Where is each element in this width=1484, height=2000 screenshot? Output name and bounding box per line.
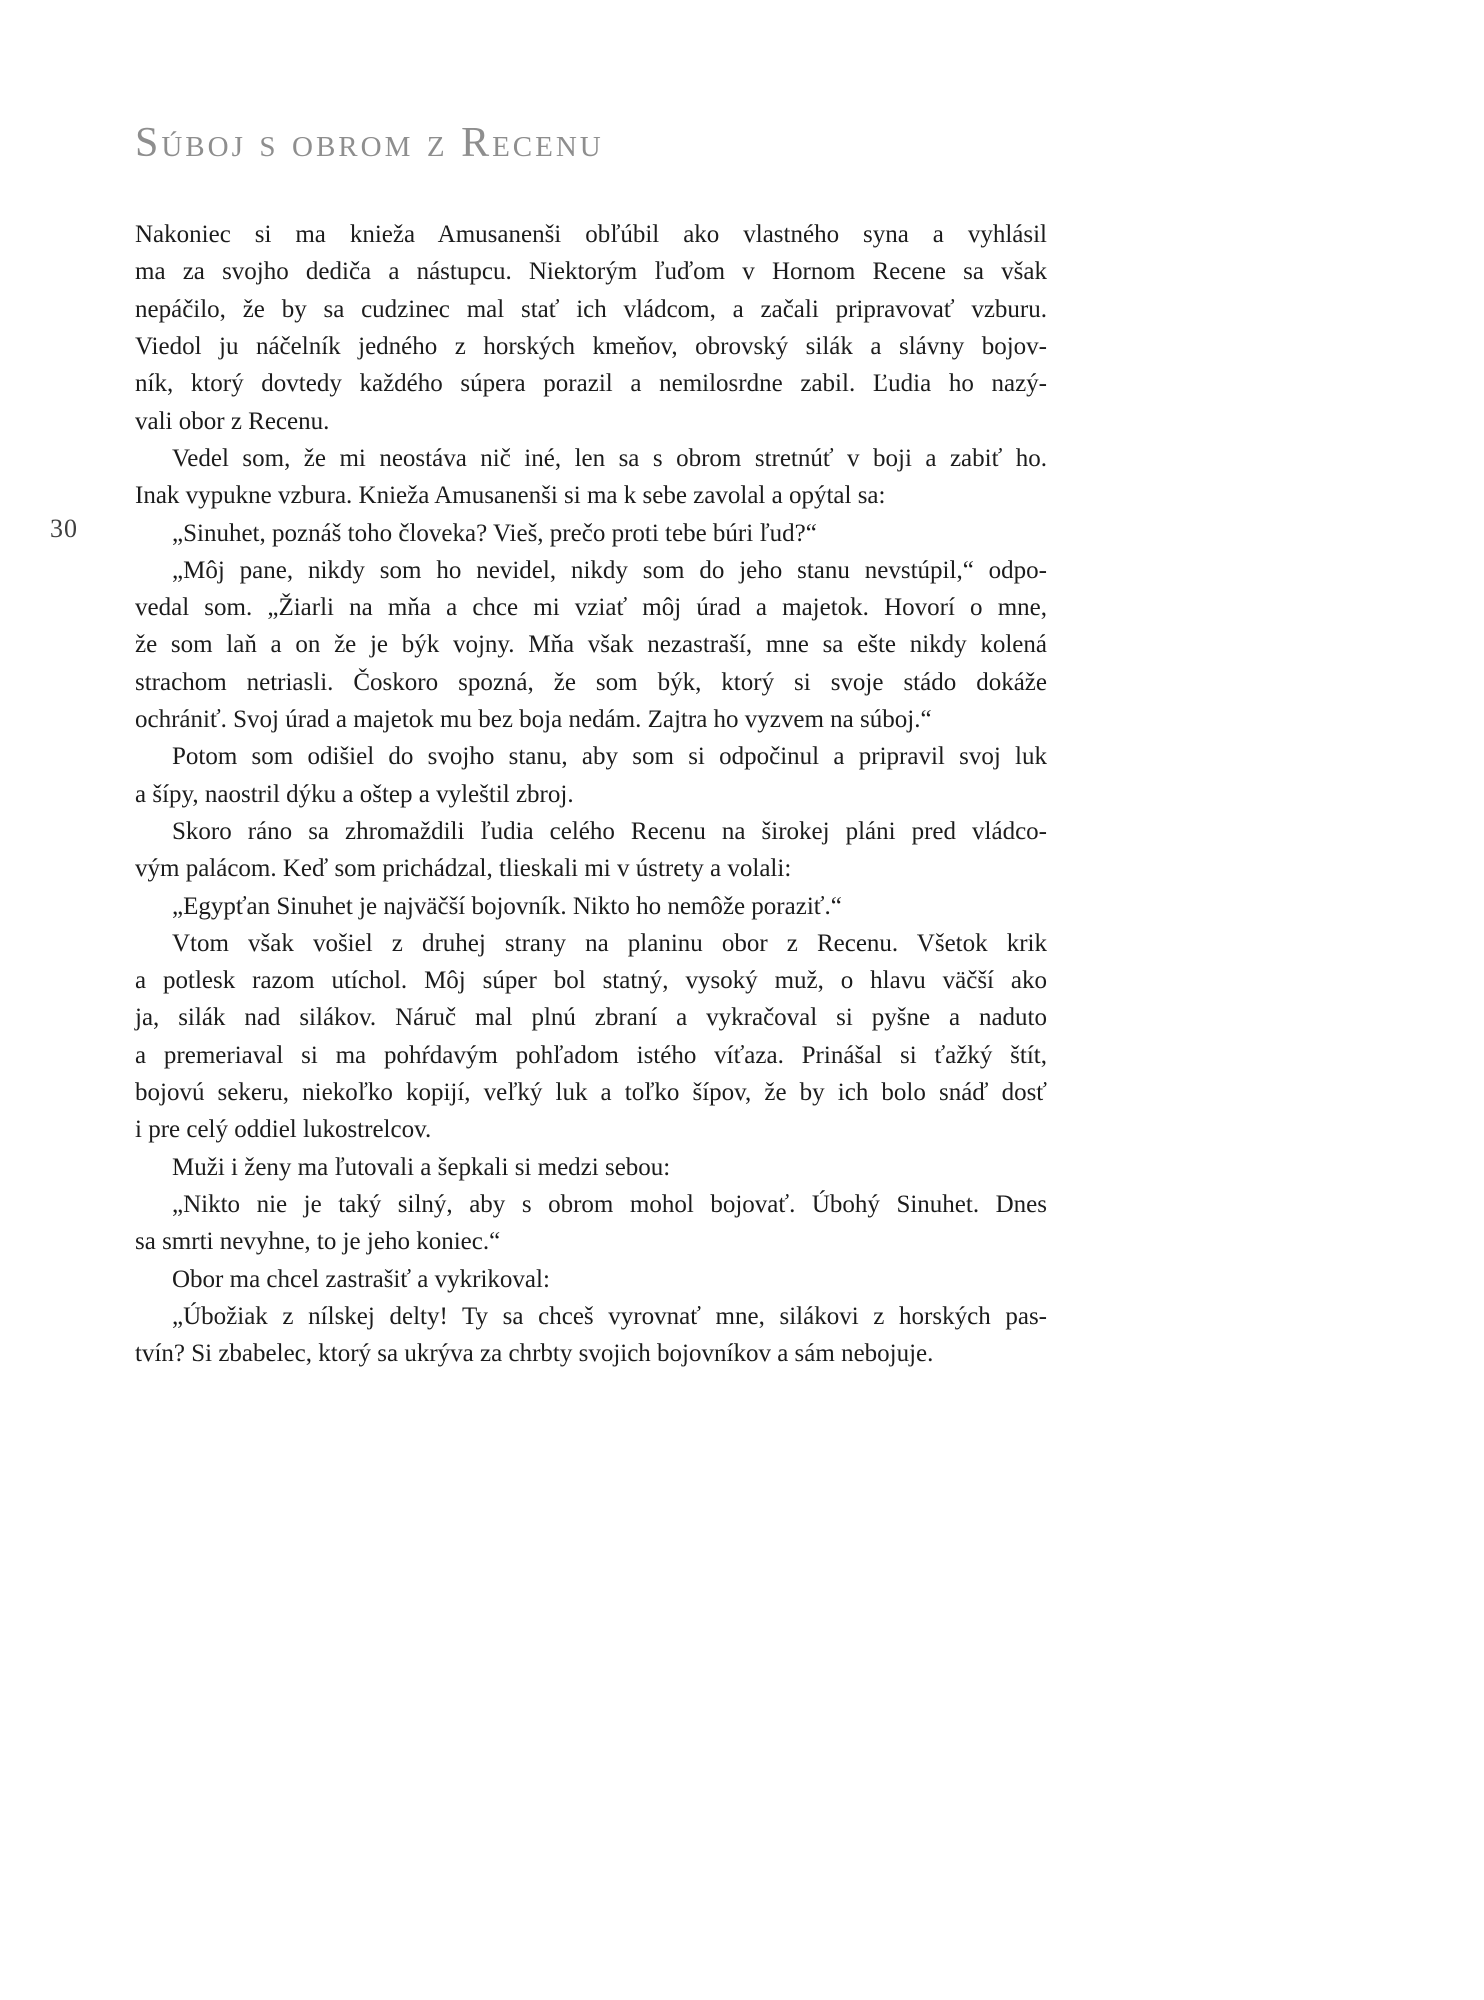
paragraph — [135, 440, 1047, 515]
text-line: vali obor z Recenu. — [135, 407, 330, 435]
text-line: vedal som. „Žiarli na mňa a chce mi vziať môj úrad a majetok. Hovorí o mne, — [135, 594, 1047, 622]
paragraph — [135, 925, 1047, 1149]
text-line: Vtom však vošiel z druhej strany na planinu obor z Recenu. Všetok krik — [172, 929, 1047, 957]
text-line: Vedel som, že mi neostáva nič iné, len sa s obrom stretnúť v boji a zabiť ho. — [172, 444, 1047, 472]
text-line: že som laň a on že je býk vojny. Mňa však nezastraší, mne sa ešte nikdy kolená — [135, 631, 1047, 659]
paragraph — [135, 1149, 1047, 1186]
text-line: Potom som odišiel do svojho stanu, aby som si odpočinul a pripravil svoj luk — [172, 743, 1047, 771]
body-text — [135, 216, 1047, 1372]
text-line: bojovú sekeru, niekoľko kopijí, veľký luk a toľko šípov, že by ich bolo snáď dosť — [135, 1079, 1047, 1107]
paragraph — [135, 1298, 1047, 1373]
text-line: „Môj pane, nikdy som ho nevidel, nikdy som do jeho stanu nevstúpil,“ odpo- — [172, 556, 1047, 584]
text-line: a potlesk razom utíchol. Môj súper bol statný, vysoký muž, o hlavu väčší ako — [135, 967, 1047, 995]
paragraph — [135, 738, 1047, 813]
paragraph — [135, 888, 1047, 925]
text-block — [135, 120, 1047, 1372]
text-line: tvín? Si zbabelec, ktorý sa ukrýva za chrbty svojich bojovníkov a sám nebojuje. — [135, 1340, 934, 1368]
chapter-title: Súboj s obrom z Recenu — [135, 120, 604, 166]
text-line: Skoro ráno sa zhromaždili ľudia celého Recenu na širokej pláni pred vládco- — [172, 817, 1047, 845]
text-line: Obor ma chcel zastrašiť a vykrikoval: — [172, 1265, 550, 1293]
text-line: „Sinuhet, poznáš toho človeka? Vieš, prečo proti tebe búri ľud?“ — [172, 519, 817, 547]
text-line: a šípy, naostril dýku a oštep a vyleštil zbroj. — [135, 780, 574, 808]
text-line: ja, silák nad silákov. Náruč mal plnú zbraní a vykračoval si pyšne a naduto — [135, 1004, 1047, 1032]
text-line: „Úbožiak z nílskej delty! Ty sa chceš vyrovnať mne, silákovi z horských pas- — [172, 1302, 1047, 1330]
paragraph — [135, 515, 1047, 552]
text-line: Nakoniec si ma knieža Amusanenši obľúbil ako vlastného syna a vyhlásil — [135, 221, 1047, 249]
text-line: ochrániť. Svoj úrad a majetok mu bez boja nedám. Zajtra ho vyzvem na súboj.“ — [135, 706, 932, 734]
text-line: „Nikto nie je taký silný, aby s obrom mohol bojovať. Úbohý Sinuhet. Dnes — [172, 1190, 1047, 1218]
text-line: ma za svojho dediča a nástupcu. Niektorým ľuďom v Hornom Recene sa však — [135, 258, 1047, 286]
text-line: Viedol ju náčelník jedného z horských kmeňov, obrovský silák a slávny bojov- — [135, 333, 1047, 361]
paragraph — [135, 1186, 1047, 1261]
page-number: 30 — [50, 514, 78, 543]
paragraph — [135, 813, 1047, 888]
text-line: sa smrti nevyhne, to je jeho koniec.“ — [135, 1228, 501, 1256]
text-line: Inak vypukne vzbura. Knieža Amusanenši si ma k sebe zavolal a opýtal sa: — [135, 482, 886, 510]
text-line: ník, ktorý dovtedy každého súpera porazil a nemilosrdne zabil. Ľudia ho nazý- — [135, 370, 1047, 398]
paragraph — [135, 552, 1047, 738]
text-line: a premeriaval si ma pohŕdavým pohľadom istého víťaza. Prinášal si ťažký štít, — [135, 1041, 1047, 1069]
text-line: nepáčilo, že by sa cudzinec mal stať ich vládcom, a začali pripravovať vzburu. — [135, 295, 1047, 323]
paragraph — [135, 216, 1047, 440]
text-line: Muži i ženy ma ľutovali a šepkali si medzi sebou: — [172, 1153, 671, 1181]
text-line: „Egypťan Sinuhet je najväčší bojovník. Nikto ho nemôže poraziť.“ — [172, 892, 842, 920]
text-line: strachom netriasli. Čoskoro spozná, že som býk, ktorý si svoje stádo dokáže — [135, 668, 1047, 696]
text-line: vým palácom. Keď som prichádzal, tlieskali mi v ústrety a volali: — [135, 855, 792, 883]
paragraph — [135, 1261, 1047, 1298]
text-line: i pre celý oddiel lukostrelcov. — [135, 1116, 432, 1144]
